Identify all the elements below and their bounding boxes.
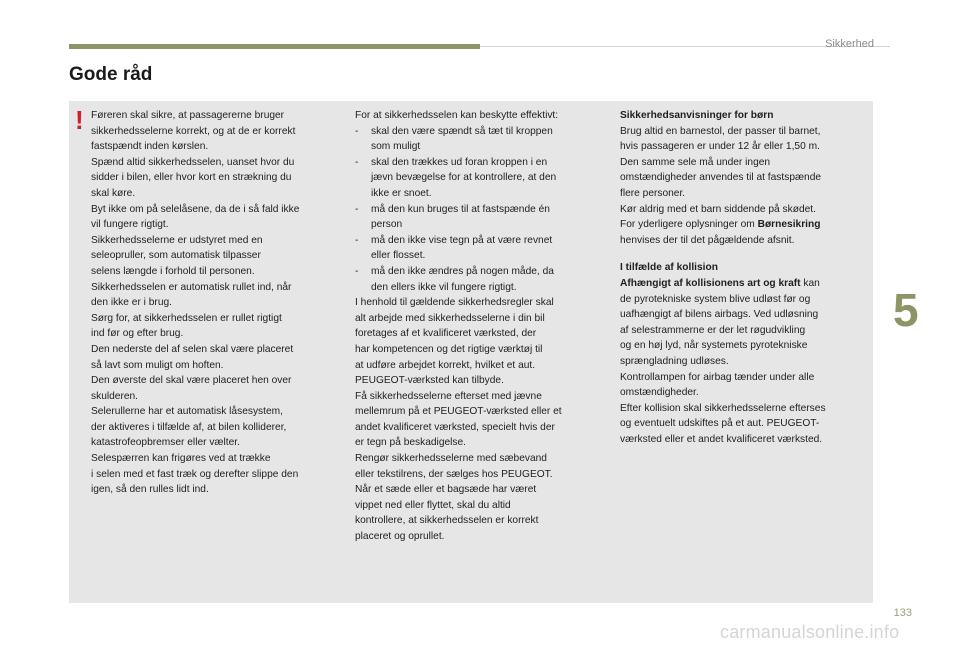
text-line: vippet ned eller flyttet, skal du altid	[355, 499, 511, 511]
text-line: der aktiveres i tilfælde af, at bilen kolliderer,	[91, 421, 287, 433]
text-line: af selestrammerne er der let røgudvikling	[620, 324, 806, 336]
dash-bullet: -	[355, 156, 359, 168]
text-line: sprængladning udløses.	[620, 355, 729, 367]
page-number: 133	[893, 607, 912, 619]
text-line: skal den trækkes ud foran kroppen i en	[371, 156, 548, 168]
list-item	[355, 233, 611, 264]
dash-bullet: -	[355, 265, 359, 277]
text-line: PEUGEOT-værksted kan tilbyde.	[355, 375, 504, 387]
text-line: omstændigheder.	[620, 387, 699, 399]
child-safety-link-text: Børnesikring	[757, 219, 821, 231]
watermark: carmanualsonline.info	[720, 622, 900, 642]
text-line: Brug altid en barnestol, der passer til barnet,	[620, 125, 821, 137]
warning-exclamation-icon: !	[75, 105, 84, 135]
text-line: andet kvalificeret værksted, specielt hvis der	[355, 421, 555, 433]
text-line: vil fungere rigtigt.	[91, 219, 169, 231]
collision-lead: Afhængigt af kollisionens art og kraft kan	[620, 277, 820, 289]
text-line: Rengør sikkerhedsselerne med sæbevand	[355, 453, 547, 465]
text-line: placeret og oprullet.	[355, 531, 445, 543]
text-line: ind før og efter brug.	[91, 328, 184, 340]
text-line: flere personer.	[620, 187, 686, 199]
text-line: Den samme sele må under ingen	[620, 156, 771, 168]
text-line: kontrollere, at sikkerhedsselen er korrekt	[355, 515, 539, 527]
text-line: er tegn på beskadigelse.	[355, 437, 467, 449]
text-line: Få sikkerhedsselerne efterset med jævne	[355, 390, 542, 402]
text-line: de pyrotekniske system blive udløst før og	[620, 293, 811, 305]
dash-bullet: -	[355, 234, 359, 246]
list-item	[355, 202, 611, 233]
page-title: Gode råd	[69, 64, 153, 85]
text-line: selens længde i forhold til personen.	[91, 265, 255, 277]
text-line: person	[371, 219, 403, 231]
text-line: Når et sæde eller et bagsæde har været	[355, 484, 537, 496]
column-children-collision	[620, 108, 868, 447]
text-line: I henhold til gældende sikkerhedsregler skal	[355, 297, 554, 309]
list-item	[355, 264, 611, 295]
text-line: den ikke er i brug.	[91, 297, 172, 309]
text-line: Sikkerhedsselen er automatisk rullet ind, når	[91, 281, 292, 293]
text-line: mellemrum på et PEUGEOT-værksted eller et	[355, 406, 562, 418]
text-line: Spænd altid sikkerhedsselen, uanset hvor du	[91, 156, 295, 168]
text-line: Sørg for, at sikkerhedsselen er rullet rigtigt	[91, 312, 282, 324]
text-line: skal køre.	[91, 187, 136, 199]
text-line: Føreren skal sikre, at passagererne bruger	[91, 110, 285, 121]
text-line: uafhængigt af bilens airbags. Ved udløsning	[620, 309, 819, 321]
collision-heading: I tilfælde af kollision	[620, 262, 718, 274]
text-line: den ellers ikke vil fungere rigtigt.	[371, 281, 517, 293]
text-line: henvises der til det pågældende afsnit.	[620, 234, 795, 246]
text-line: at udføre arbejdet korrekt, hvilket et aut.	[355, 359, 536, 371]
children-heading: Sikkerhedsanvisninger for børn	[620, 110, 774, 121]
text-line: fastspændt inden kørslen.	[91, 141, 209, 153]
text-line: foretages af et kvalificeret værksted, der	[355, 328, 537, 340]
text-line: katastrofeopbremser eller vælter.	[91, 437, 240, 449]
text-line: Den øverste del skal være placeret hen over	[91, 375, 292, 387]
text-line: som muligt	[371, 141, 421, 153]
text-line: eller flosset.	[371, 250, 426, 262]
header-accent-bar	[69, 44, 480, 49]
text-line: Kør aldrig med et barn siddende på skødet.	[620, 203, 816, 215]
child-safety-reference: For yderligere oplysninger om Børnesikring	[620, 219, 821, 231]
text-line: igen, så den rulles lidt ind.	[91, 484, 209, 496]
text-line: skal den være spændt så tæt til kroppen	[371, 125, 553, 137]
text-line: skulderen.	[91, 390, 139, 402]
text-line: hvis passageren er under 12 år eller 1,50 m.	[620, 141, 820, 153]
text-line: seleopruller, som automatisk tilpasser	[91, 250, 261, 262]
text-line: Selerullerne har et automatisk låsesystem,	[91, 406, 283, 418]
text-line: må den ikke vise tegn på at være revnet	[371, 234, 553, 246]
text-line: jævn bevægelse for at kontrollere, at den	[371, 172, 557, 184]
text-line: eller tekstilrens, der sælges hos PEUGEOT.	[355, 468, 553, 480]
dash-bullet: -	[355, 203, 359, 215]
text-line: Sikkerhedsselerne er udstyret med en	[91, 234, 263, 246]
protection-intro: For at sikkerhedsselen kan beskytte effektivt:	[355, 110, 559, 121]
text-line: i selen med et fast træk og derefter slippe den	[91, 468, 299, 480]
text-line: alt arbejde med sikkerhedsselerne i din bil	[355, 312, 545, 324]
text-line: Selespærren kan frigøres ved at trække	[91, 453, 271, 465]
list-item	[355, 155, 611, 202]
text-line: Kontrollampen for airbag tænder under alle	[620, 371, 815, 383]
chapter-number: 5	[893, 284, 919, 336]
text-line: Den nederste del af selen skal være placeret	[91, 343, 294, 355]
text-line: må den ikke ændres på nogen måde, da	[371, 265, 554, 277]
text-line: og en høj lyd, når systemets pyrotekniske	[620, 340, 808, 352]
text-line: Byt ikke om på selelåsene, da de i så fald ikke	[91, 203, 300, 215]
column-seatbelt-advice	[91, 108, 346, 498]
column-seatbelt-protection	[355, 108, 611, 545]
text-line: omstændigheder anvendes til at fastspænde	[620, 172, 822, 184]
text-line: Efter kollision skal sikkerhedsselerne efterses	[620, 402, 826, 414]
text-line: værksted eller et andet kvalificeret værksted.	[620, 433, 823, 445]
text-line: må den kun bruges til at fastspænde én	[371, 203, 550, 215]
section-label: Sikkerhed	[825, 38, 874, 50]
text-line: sidder i bilen, eller hvor kort en strækning du	[91, 172, 292, 184]
text-line: så lavt som muligt om hoften.	[91, 359, 224, 371]
text-line: ikke er snoet.	[371, 187, 432, 199]
text-line: og eventuelt udskiftes på et aut. PEUGEOT-	[620, 418, 820, 430]
text-line: sikkerhedsselerne korrekt, og at de er korrekt	[91, 125, 296, 137]
dash-bullet: -	[355, 125, 359, 137]
text-line: har kompetencen og det rigtige værktøj til	[355, 343, 543, 355]
list-item	[355, 124, 611, 155]
